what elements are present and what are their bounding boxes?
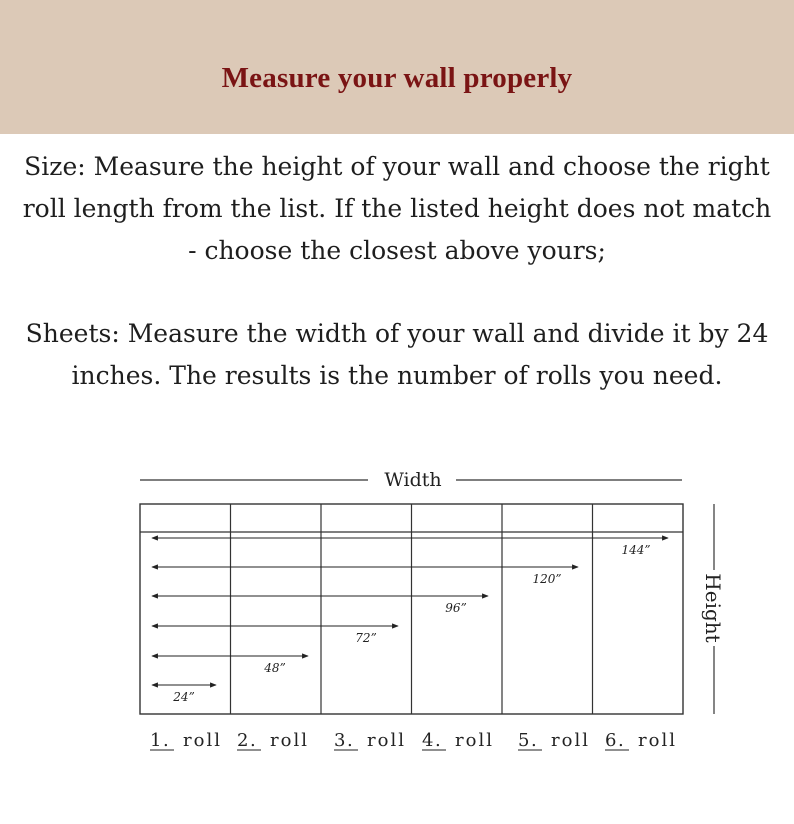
roll-word: roll [367,730,406,751]
roll-labels [150,730,677,751]
roll-label [422,730,494,751]
roll-label [237,730,309,751]
measurement-label: 24” [173,690,195,704]
roll-label [518,730,590,751]
roll-number: 1. [150,730,171,751]
roll-number: 3. [334,730,355,751]
size-instructions: Size: Measure the height of your wall and choose the right roll length from the list. If the listed height does not match - choose the closest above yours; [22,152,772,265]
roll-number: 2. [237,730,258,751]
roll-word: roll [638,730,677,751]
page-title: Measure your wall properly [221,62,573,94]
roll-word: roll [270,730,309,751]
height-label: Height [701,573,725,643]
roll-number: 4. [422,730,443,751]
sheets-instructions: Sheets: Measure the width of your wall and divide it by 24 inches. The results is the number of rolls you need. [25,319,769,390]
roll-label [150,730,222,751]
roll-number: 6. [605,730,626,751]
measurement-label: 48” [264,661,286,675]
measurement-label: 72” [355,631,377,645]
roll-label [605,730,677,751]
roll-word: roll [551,730,590,751]
roll-dividers [140,504,683,714]
roll-word: roll [455,730,494,751]
roll-word: roll [183,730,222,751]
header-banner [0,0,794,134]
wall-measurement-diagram [0,440,794,770]
measurement-label: 144” [621,543,651,557]
width-label: Width [384,469,442,491]
roll-label [334,730,406,751]
measurement-label: 120” [532,572,562,586]
measurement-arrows [152,538,668,704]
measurement-label: 96” [445,601,467,615]
roll-number: 5. [518,730,539,751]
